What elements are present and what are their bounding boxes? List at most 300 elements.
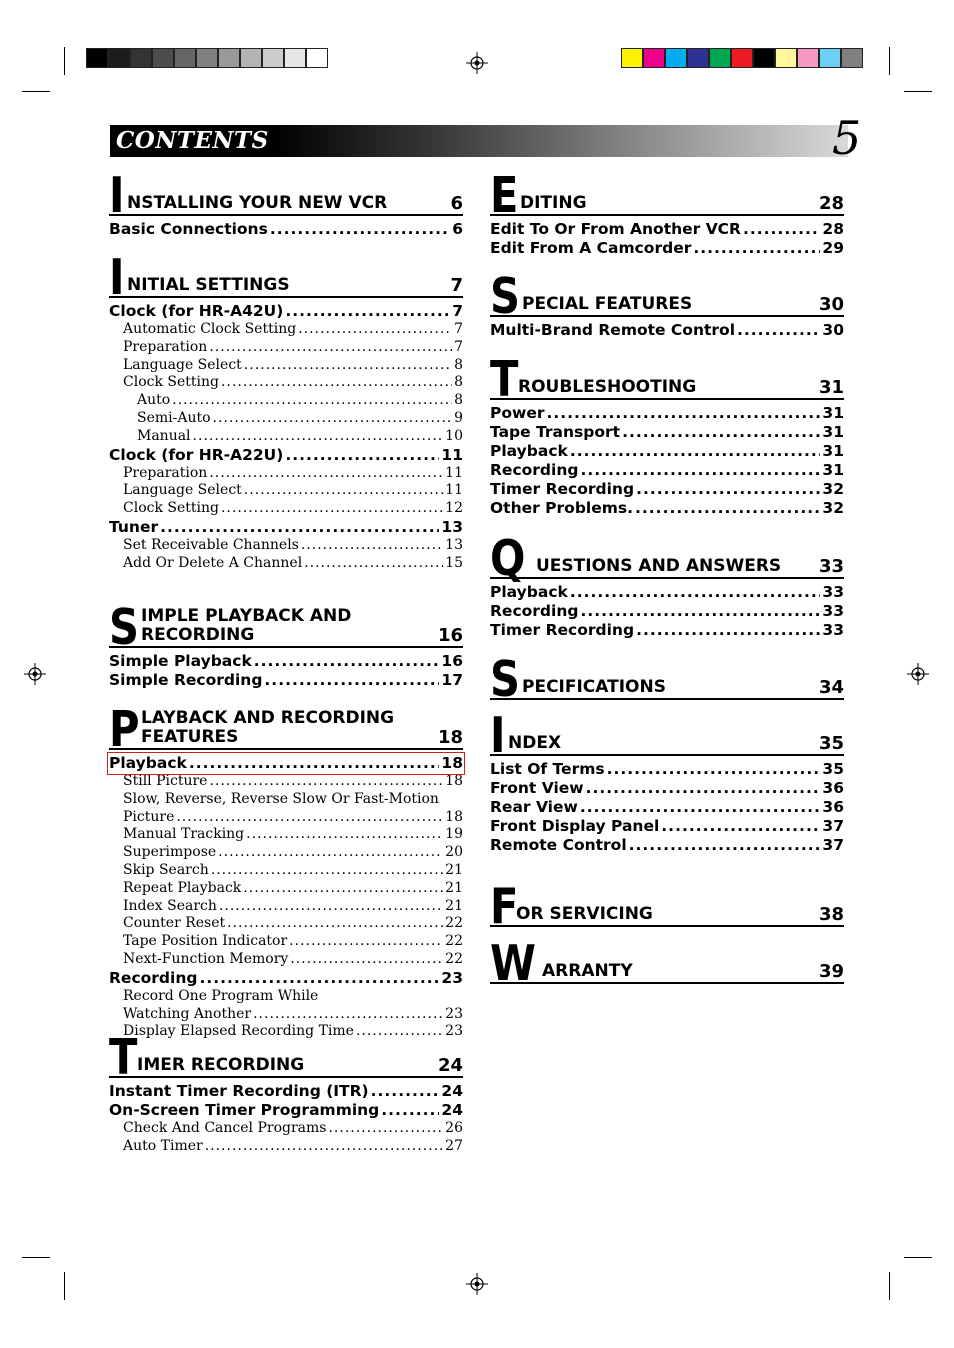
dot-leader [636, 621, 820, 640]
entry-page-number: 11 [445, 464, 463, 481]
entry-label: Manual Tracking [123, 826, 245, 843]
entry-page-number: 21 [445, 879, 463, 896]
toc-section [109, 249, 463, 573]
dot-leader [209, 773, 443, 791]
entry-label: Clock (for HR-A22U) [109, 445, 284, 464]
entry-page-number: 23 [445, 1005, 463, 1022]
entry-page-number: 31 [822, 461, 844, 479]
entry-list [109, 220, 463, 239]
entry-page-number: 23 [441, 968, 463, 987]
toc-section [490, 707, 844, 855]
entry-label: Playback [109, 754, 187, 772]
dot-leader [285, 302, 450, 321]
toc-entry-sub[interactable] [109, 537, 463, 555]
section-page-number: 24 [437, 1055, 463, 1076]
toc-section [490, 878, 844, 935]
entry-page-number: 37 [822, 836, 844, 854]
entry-label: Auto Timer [123, 1137, 203, 1154]
toc-entry-sub[interactable] [109, 809, 463, 827]
toc-entry-main[interactable] [109, 1101, 463, 1120]
toc-entry-main[interactable] [490, 404, 844, 423]
contents-header-bar [110, 125, 848, 157]
toc-entry-sub[interactable] [109, 773, 463, 791]
dot-leader [304, 555, 443, 573]
entry-label: Language Select [123, 482, 242, 499]
entry-label: Playback [490, 442, 568, 460]
dot-leader [290, 951, 443, 969]
entry-label: Front View [490, 779, 584, 797]
toc-entry-sub[interactable] [109, 392, 463, 410]
section-page-number: 38 [818, 904, 844, 925]
toc-entry-sub[interactable] [109, 410, 463, 428]
toc-entry-main[interactable] [490, 442, 844, 461]
toc-entry-main[interactable] [490, 239, 844, 258]
entry-list [490, 220, 844, 258]
toc-entry-sub[interactable] [109, 880, 463, 898]
registration-mark-icon [466, 1273, 488, 1295]
entry-page-number: 32 [822, 499, 844, 517]
section-title: NDEX [508, 733, 562, 753]
dot-leader [211, 862, 443, 880]
entry-page-number: 8 [454, 392, 463, 409]
entry-label: Semi-Auto [137, 409, 211, 426]
entry-page-number: 36 [822, 798, 844, 816]
dot-leader [243, 880, 443, 898]
registration-mark-icon [466, 52, 488, 74]
entry-page-number: 31 [822, 423, 844, 441]
entry-list [109, 652, 463, 690]
registration-mark-icon [24, 663, 46, 685]
color-swatch [174, 48, 196, 68]
color-swatch [262, 48, 284, 68]
section-initial-letter: S [490, 651, 521, 708]
entry-label: Edit To Or From Another VCR [490, 220, 741, 238]
entry-page-number: 22 [445, 950, 463, 967]
entry-label: Check And Cancel Programs [123, 1120, 327, 1136]
entry-page-number: 26 [445, 1120, 463, 1136]
section-initial-letter: I [109, 167, 125, 224]
crop-mark [22, 1257, 50, 1258]
entry-page-number: 21 [445, 861, 463, 878]
dot-leader [193, 428, 444, 446]
entry-list [490, 583, 844, 640]
entry-page-number: 17 [441, 671, 463, 689]
section-page-number: 34 [818, 677, 844, 698]
color-swatch [841, 48, 863, 68]
entry-label: Basic Connections [109, 220, 268, 238]
toc-entry-main[interactable] [109, 754, 463, 773]
toc-entry-sub[interactable] [109, 1006, 463, 1024]
entry-label: List Of Terms [490, 760, 605, 778]
dot-leader [221, 374, 452, 392]
crop-mark [64, 1272, 65, 1300]
dot-leader [244, 357, 452, 375]
section-title-line1: LAYBACK AND RECORDING [141, 708, 395, 728]
section-page-number: 35 [818, 733, 844, 754]
section-initial-letter: I [490, 707, 506, 764]
section-heading [490, 878, 844, 935]
entry-label: On-Screen Timer Programming [109, 1101, 380, 1119]
color-swatch [643, 48, 665, 68]
section-heading [490, 351, 844, 408]
entry-label: Edit From A Camcorder [490, 239, 692, 257]
entry-label: Next-Function Memory [123, 950, 289, 967]
toc-entry-sub[interactable] [109, 428, 463, 446]
dot-leader [205, 1138, 443, 1156]
dot-leader [547, 404, 821, 423]
entry-label: Instant Timer Recording (ITR) [109, 1082, 369, 1100]
section-title-line1: IMPLE PLAYBACK AND [141, 606, 352, 626]
section-page-number: 31 [818, 377, 844, 398]
section-title: DITING [520, 193, 587, 213]
section-heading [490, 167, 844, 224]
toc-entry-sub[interactable] [109, 339, 463, 357]
entry-page-number: 19 [445, 826, 463, 843]
color-swatch [731, 48, 753, 68]
entry-list [109, 754, 463, 1041]
entry-page-number: 16 [441, 652, 463, 670]
toc-entry-main[interactable] [490, 621, 844, 640]
dot-leader [661, 817, 820, 836]
toc-entry-main[interactable] [109, 969, 463, 988]
entry-page-number: 20 [445, 844, 463, 861]
entry-page-number: 24 [441, 1101, 463, 1119]
color-swatch [797, 48, 819, 68]
entry-label: Set Receivable Channels [123, 536, 299, 553]
section-page-number: 18 [437, 727, 463, 748]
section-title: RECORDING [141, 625, 255, 645]
section-heading [490, 268, 844, 325]
section-title: ARRANTY [542, 961, 633, 981]
toc-section [490, 530, 844, 640]
dot-leader [213, 410, 453, 428]
toc-section [490, 651, 844, 708]
toc-entry-sub[interactable] [109, 357, 463, 375]
section-heading [490, 651, 844, 708]
toc-entry-main[interactable] [490, 798, 844, 817]
entry-page-number: 18 [441, 754, 463, 772]
entry-label: Skip Search [123, 861, 209, 878]
dot-leader [580, 602, 820, 621]
toc-entry-text: Record One Program While [123, 987, 319, 1004]
section-title: OR SERVICING [516, 904, 653, 924]
entry-label: Index Search [123, 897, 217, 914]
color-swatch [819, 48, 841, 68]
entry-page-number: 15 [445, 554, 463, 571]
section-title: PECIFICATIONS [522, 677, 666, 697]
color-swatch [86, 48, 108, 68]
entry-label: Tape Transport [490, 423, 621, 441]
dot-leader [246, 826, 443, 844]
toc-entry-sub[interactable] [109, 915, 463, 933]
entry-page-number: 32 [822, 480, 844, 498]
entry-label: Remote Control [490, 836, 627, 854]
color-swatch [196, 48, 218, 68]
section-title: IMER RECORDING [137, 1055, 305, 1075]
crop-mark [889, 47, 890, 75]
dot-leader [199, 969, 439, 988]
color-swatch [130, 48, 152, 68]
dot-leader [693, 239, 820, 258]
toc-entry-main[interactable] [490, 499, 844, 518]
dot-leader [244, 482, 443, 500]
toc-entry-sub[interactable] [109, 465, 463, 483]
section-heading [109, 686, 463, 758]
grayscale-swatch-bar [86, 48, 328, 68]
toc-entry-main[interactable] [490, 836, 844, 855]
color-swatch [240, 48, 262, 68]
entry-page-number: 30 [822, 321, 844, 339]
entry-page-number: 9 [454, 409, 463, 426]
dot-leader [209, 339, 452, 357]
toc-entry-sub[interactable] [109, 1138, 463, 1156]
entry-label: Rear View [490, 798, 578, 816]
section-heading [109, 584, 463, 656]
entry-label: Front Display Panel [490, 817, 660, 835]
toc-entry-sub[interactable] [109, 898, 463, 916]
entry-label: Still Picture [123, 773, 208, 789]
section-title: ROUBLESHOOTING [518, 377, 697, 397]
entry-page-number: 13 [445, 536, 463, 553]
section-initial-letter: W [490, 935, 536, 992]
toc-section [490, 268, 844, 340]
toc-entry-main[interactable] [109, 652, 463, 671]
section-page-number: 7 [450, 275, 463, 296]
entry-page-number: 7 [454, 338, 463, 355]
dot-leader [570, 442, 821, 461]
color-swatch [152, 48, 174, 68]
dot-leader [176, 809, 443, 827]
color-swatch-bar [621, 48, 863, 68]
entry-page-number: 31 [822, 404, 844, 422]
section-initial-letter: T [490, 351, 519, 408]
toc-entry-main[interactable] [490, 480, 844, 499]
crop-mark [904, 91, 932, 92]
toc-entry-sub[interactable] [109, 321, 463, 339]
toc-entry-main[interactable] [109, 1082, 463, 1101]
toc-entry-sub[interactable] [109, 482, 463, 500]
section-title: UESTIONS AND ANSWERS [536, 556, 782, 576]
entry-label: Preparation [123, 338, 208, 355]
entry-page-number: 23 [445, 1023, 463, 1040]
crop-mark [889, 1272, 890, 1300]
toc-entry-main[interactable] [490, 461, 844, 480]
dot-leader [160, 518, 439, 537]
entry-page-number: 37 [822, 817, 844, 835]
toc-entry-main[interactable] [109, 518, 463, 537]
dot-leader [227, 915, 443, 933]
dot-leader [209, 465, 443, 483]
section-page-number: 39 [818, 961, 844, 982]
entry-label: Language Select [123, 356, 242, 373]
toc-entry-main[interactable] [490, 321, 844, 340]
entry-label: Recording [490, 461, 579, 479]
entry-page-number: 35 [822, 760, 844, 778]
entry-page-number: 33 [822, 621, 844, 639]
color-swatch [306, 48, 328, 68]
toc-entry-main[interactable] [109, 302, 463, 321]
entry-page-number: 24 [441, 1082, 463, 1100]
color-swatch [218, 48, 240, 68]
toc-entry-main[interactable] [490, 779, 844, 798]
page-title: CONTENTS [116, 127, 269, 154]
dot-leader [580, 461, 820, 480]
entry-page-number: 21 [445, 897, 463, 914]
entry-label: Clock Setting [123, 374, 219, 391]
entry-page-number: 7 [454, 321, 463, 337]
toc-section [490, 351, 844, 518]
section-heading [109, 249, 463, 306]
entry-page-number: 12 [445, 500, 463, 517]
entry-page-number: 31 [822, 442, 844, 460]
toc-entry-sub[interactable] [109, 951, 463, 969]
color-swatch [709, 48, 731, 68]
entry-label: Automatic Clock Setting [123, 321, 297, 337]
section-initial-letter: S [490, 268, 521, 325]
toc-entry-main[interactable] [490, 760, 844, 779]
section-heading [490, 530, 844, 587]
toc-entry-main[interactable] [490, 602, 844, 621]
entry-page-number: 8 [454, 374, 463, 391]
dot-leader [298, 321, 452, 339]
entry-label: Power [490, 404, 545, 422]
section-initial-letter: P [109, 701, 140, 758]
section-heading [109, 167, 463, 224]
dot-leader [270, 220, 450, 239]
entry-page-number: 33 [822, 583, 844, 601]
dot-leader [586, 779, 821, 798]
section-page-number: 33 [818, 556, 844, 577]
color-swatch [665, 48, 687, 68]
dot-leader [285, 446, 439, 465]
entry-page-number: 18 [445, 773, 463, 789]
color-swatch [108, 48, 130, 68]
section-title: PECIAL FEATURES [522, 294, 693, 314]
entry-label: Recording [490, 602, 579, 620]
color-swatch [687, 48, 709, 68]
entry-list [109, 302, 463, 573]
dot-leader [636, 480, 820, 499]
dot-leader [580, 798, 821, 817]
dot-leader [221, 500, 443, 518]
entry-label: Preparation [123, 464, 208, 481]
dot-leader [172, 392, 452, 410]
dot-leader [301, 537, 443, 555]
entry-label: Display Elapsed Recording Time [123, 1023, 354, 1040]
color-swatch [621, 48, 643, 68]
entry-page-number: 11 [441, 445, 463, 464]
entry-page-number: 22 [445, 915, 463, 932]
toc-entry-sub[interactable] [109, 862, 463, 880]
dot-leader [218, 844, 443, 862]
dot-leader [289, 933, 443, 951]
entry-page-number: 18 [445, 808, 463, 825]
entry-list [490, 321, 844, 340]
dot-leader [635, 499, 820, 518]
toc-section [490, 167, 844, 258]
toc-entry-sub[interactable] [109, 374, 463, 392]
toc-entry-sub[interactable] [109, 555, 463, 573]
section-title: FEATURES [141, 727, 239, 747]
toc-section [109, 584, 463, 690]
toc-entry-main[interactable] [109, 220, 463, 239]
entry-label: Timer Recording [490, 621, 635, 639]
section-heading [490, 935, 844, 992]
entry-page-number: 28 [822, 220, 844, 238]
toc-section [109, 167, 463, 239]
section-page-number: 6 [450, 193, 463, 214]
section-initial-letter: E [490, 167, 519, 224]
toc-section [109, 686, 463, 1041]
entry-label: Multi-Brand Remote Control [490, 321, 736, 339]
toc-entry-main[interactable] [490, 423, 844, 442]
section-title: NITIAL SETTINGS [127, 275, 290, 295]
dot-leader [737, 321, 820, 340]
entry-label: Repeat Playback [123, 879, 242, 896]
section-initial-letter: I [109, 249, 125, 306]
dot-leader [622, 423, 820, 442]
color-swatch [775, 48, 797, 68]
section-page-number: 30 [818, 294, 844, 315]
entry-list [490, 760, 844, 855]
section-page-number: 16 [437, 625, 463, 646]
entry-list [109, 1082, 463, 1156]
color-swatch [284, 48, 306, 68]
entry-label: Playback [490, 583, 568, 601]
entry-label: Superimpose [123, 844, 217, 861]
toc-section [490, 935, 844, 992]
toc-entry-text: Slow, Reverse, Reverse Slow Or Fast-Motion [123, 790, 439, 807]
toc-entry-sub[interactable] [109, 1120, 463, 1138]
dot-leader [743, 220, 820, 239]
page-number: 5 [832, 111, 862, 165]
entry-label: Other Problems. [490, 499, 634, 517]
entry-page-number: 13 [441, 517, 463, 536]
section-heading [490, 707, 844, 764]
toc-entry-main[interactable] [490, 220, 844, 239]
toc-entry-sub[interactable] [109, 500, 463, 518]
toc-entry-sub[interactable] [109, 844, 463, 862]
entry-label: Simple Recording [109, 671, 263, 689]
section-title: NSTALLING YOUR NEW VCR [127, 193, 388, 213]
entry-label: Manual [137, 427, 191, 444]
dot-leader [371, 1082, 440, 1101]
toc-entry-main[interactable] [109, 446, 463, 465]
entry-page-number: 29 [822, 239, 844, 257]
entry-page-number: 7 [452, 302, 463, 320]
entry-label: Picture [123, 808, 175, 825]
entry-page-number: 36 [822, 779, 844, 797]
registration-mark-icon [907, 663, 929, 685]
dot-leader [189, 754, 440, 773]
toc-entry-sub[interactable] [109, 933, 463, 951]
toc-entry-sub[interactable] [109, 826, 463, 844]
entry-label: Tuner [109, 517, 159, 536]
entry-page-number: 10 [445, 427, 463, 444]
toc-entry-main[interactable] [490, 583, 844, 602]
entry-label: Watching Another [123, 1005, 252, 1022]
section-initial-letter: F [490, 878, 519, 935]
crop-mark [64, 47, 65, 75]
entry-page-number: 6 [452, 220, 463, 238]
entry-label: Simple Playback [109, 652, 252, 670]
dot-leader [381, 1101, 439, 1120]
toc-entry-main[interactable] [490, 817, 844, 836]
crop-mark [904, 1257, 932, 1258]
dot-leader [219, 898, 443, 916]
entry-label: Recording [109, 968, 198, 987]
entry-page-number: 27 [445, 1137, 463, 1154]
